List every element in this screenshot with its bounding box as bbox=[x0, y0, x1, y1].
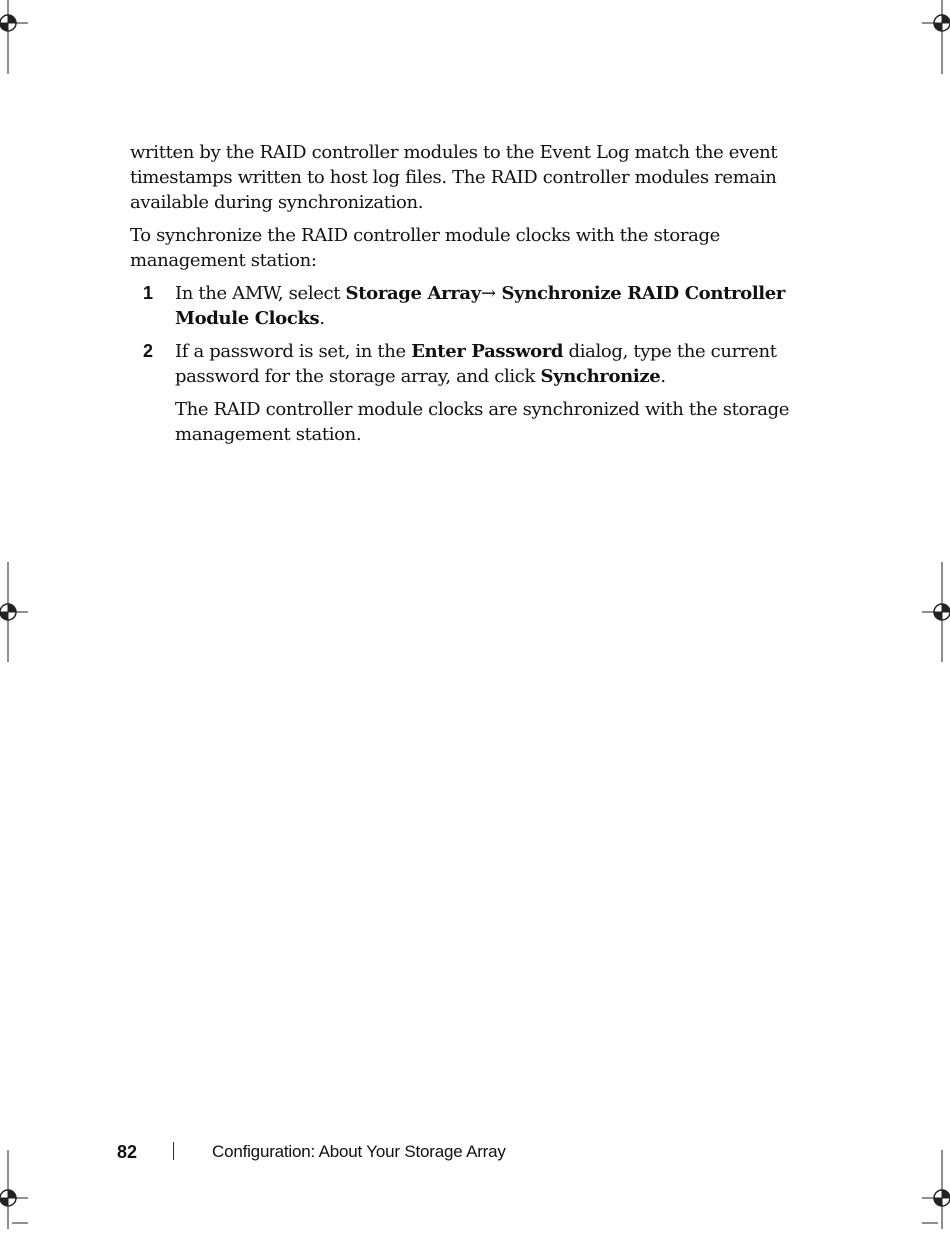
ui-term-storage-array: Storage Array bbox=[345, 283, 481, 304]
step-item bbox=[130, 281, 790, 331]
registration-mark-bottom-left-icon bbox=[0, 1150, 28, 1260]
arrow-icon: → bbox=[480, 283, 496, 304]
body-paragraph-intro: To synchronize the RAID controller module clocks with the storage management station: bbox=[130, 225, 720, 271]
registration-mark-top-right-icon bbox=[922, 0, 950, 86]
procedure-steps bbox=[130, 281, 790, 389]
page-number: 82 bbox=[117, 1142, 138, 1162]
registration-mark-middle-left-icon bbox=[0, 562, 28, 672]
step-text-after: . bbox=[319, 308, 325, 329]
step-text-middle: dialog, type the current password for the storage array, and click bbox=[175, 341, 777, 387]
body-paragraph-continued: written by the RAID controller modules to the Event Log match the event timestamps written to host log files. The RAID controller modules remain available during synchronization. bbox=[130, 142, 778, 213]
footer-chapter-title: Configuration: About Your Storage Array bbox=[212, 1142, 506, 1161]
step-result: The RAID controller module clocks are synchronized with the storage management station. bbox=[175, 399, 790, 445]
footer-separator bbox=[173, 1142, 174, 1160]
step-item bbox=[130, 339, 790, 389]
registration-mark-middle-right-icon bbox=[922, 562, 950, 672]
step-text bbox=[175, 339, 790, 389]
step-number: 2 bbox=[143, 341, 154, 361]
ui-term-synchronize-clocks: Synchronize RAID Controller Module Clocks bbox=[175, 283, 786, 329]
page-content bbox=[130, 140, 790, 447]
step-text-after: . bbox=[660, 366, 666, 387]
step-text bbox=[175, 281, 790, 331]
step-text-before: In the AMW, select bbox=[175, 283, 346, 304]
step-text-before: If a password is set, in the bbox=[175, 341, 412, 362]
step-number: 1 bbox=[143, 283, 154, 303]
ui-term-enter-password: Enter Password bbox=[411, 341, 564, 362]
registration-mark-top-left-icon bbox=[0, 0, 28, 86]
registration-mark-bottom-right-icon bbox=[922, 1150, 950, 1260]
ui-term-synchronize: Synchronize bbox=[540, 366, 661, 387]
